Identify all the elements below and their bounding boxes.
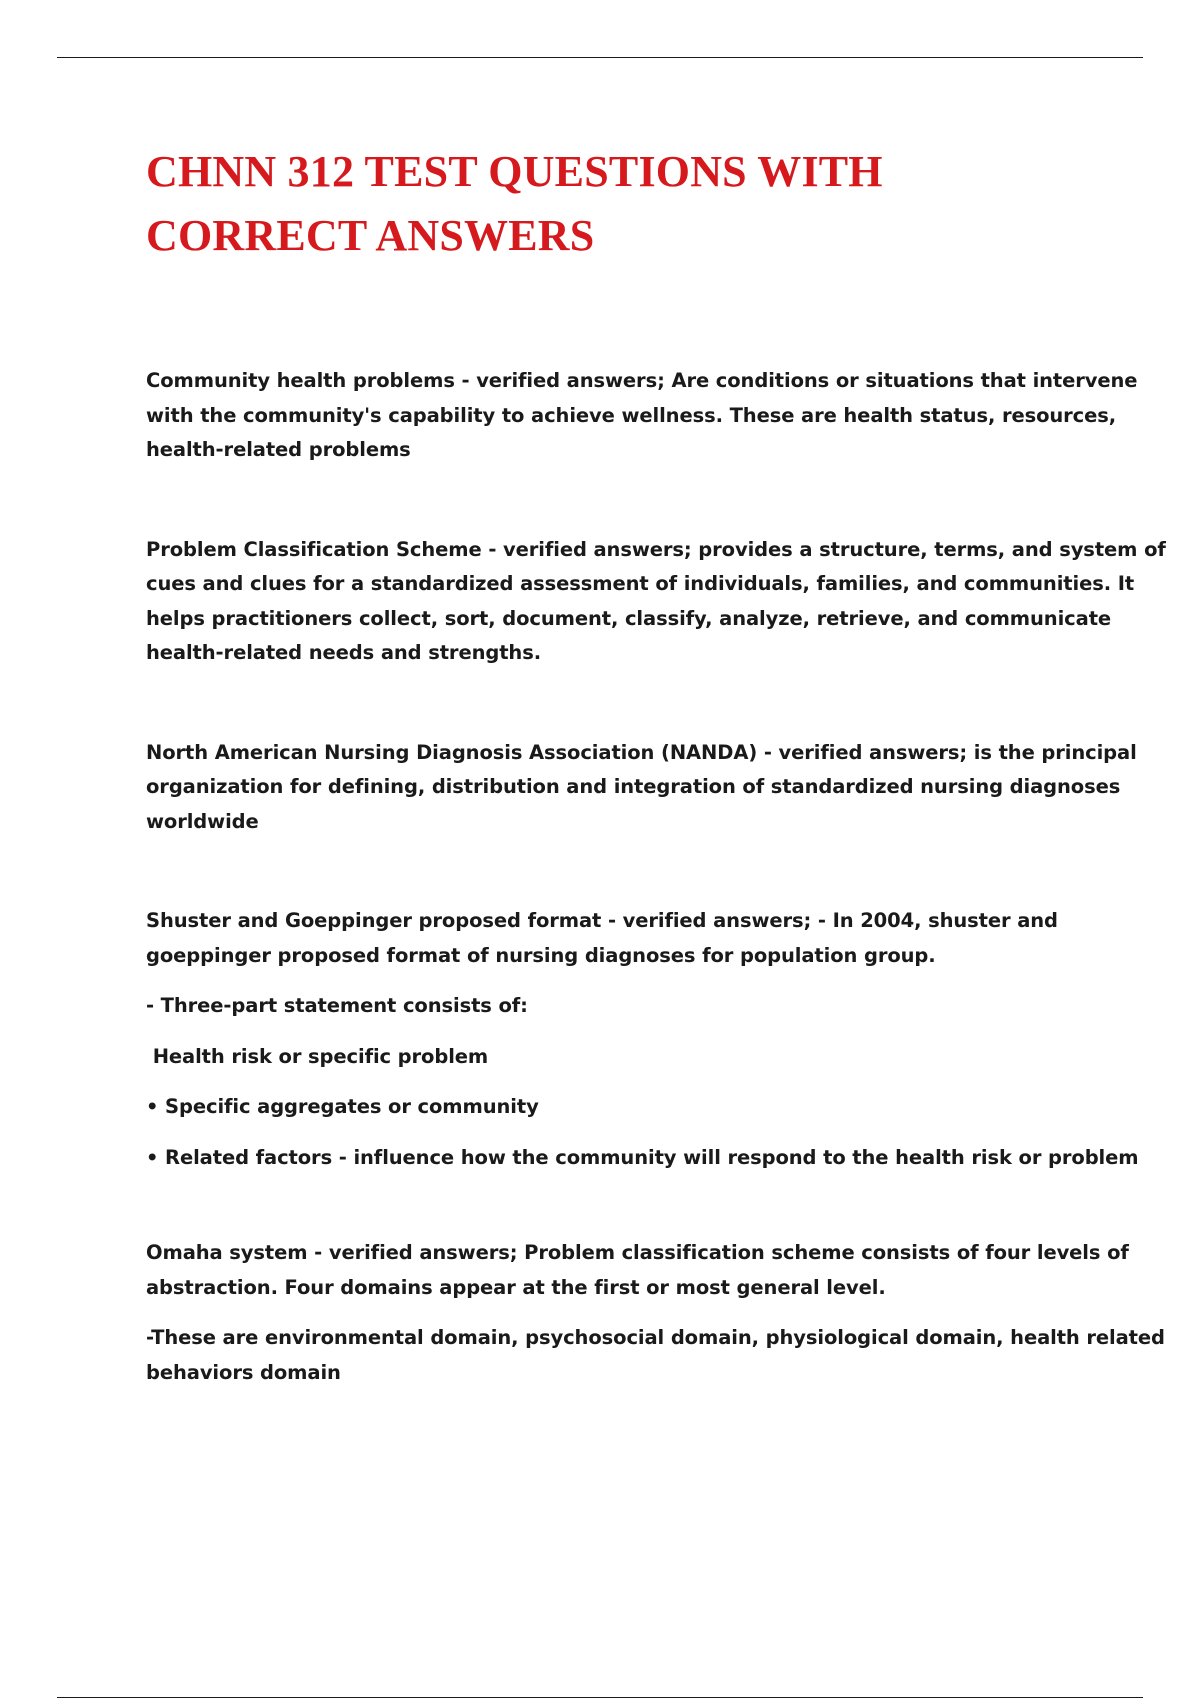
- top-rule: [57, 57, 1143, 58]
- entry-bullet-line: • Specific aggregates or community: [146, 1095, 539, 1118]
- entry-bullet-line: • Related factors - influence how the community will respond to the health risk or problem: [146, 1145, 1139, 1169]
- entry-text-line: Community health problems - verified answers; Are conditions or situations that intervene: [146, 369, 1138, 392]
- entry-text-line: worldwide: [146, 809, 259, 833]
- entry-sub-line: Health risk or specific problem: [146, 1044, 489, 1068]
- entry-text-line: behaviors domain: [146, 1360, 341, 1384]
- qa-entry-community-health-problems: [146, 364, 1138, 468]
- title-line: CORRECT ANSWERS: [146, 211, 595, 260]
- document-content: [146, 140, 1166, 1390]
- qa-entry-problem-classification-scheme: [146, 533, 1166, 671]
- entry-text-line: goeppinger proposed format of nursing diagnoses for population group.: [146, 943, 936, 967]
- entry-sub-line: -These are environmental domain, psychosocial domain, physiological domain, health related: [146, 1326, 1165, 1349]
- entry-text-line: helps practitioners collect, sort, document, classify, analyze, retrieve, and communicate: [146, 606, 1112, 630]
- document-title: [146, 140, 1086, 268]
- qa-entry-nanda: [146, 736, 1137, 840]
- entry-text-line: health-related needs and strengths.: [146, 641, 542, 664]
- entry-text-line: Problem Classification Scheme - verified answers; provides a structure, terms, and system of: [146, 537, 1166, 561]
- entry-text-line: abstraction. Four domains appear at the first or most general level.: [146, 1275, 886, 1299]
- entry-text-line: organization for defining, distribution and integration of standardized nursing diagnoses: [146, 775, 1121, 798]
- entry-sub-line: - Three-part statement consists of:: [146, 994, 528, 1017]
- entry-text-line: health-related problems: [146, 438, 411, 461]
- entry-text-line: Shuster and Goeppinger proposed format - verified answers; - In 2004, shuster and: [146, 909, 1058, 932]
- entry-text-line: cues and clues for a standardized assessment of individuals, families, and communities. It: [146, 572, 1135, 595]
- entry-text-line: with the community's capability to achieve wellness. These are health status, resources,: [146, 403, 1117, 427]
- qa-entry-shuster-goeppinger: [146, 904, 1139, 1175]
- qa-entry-omaha-system: [146, 1236, 1165, 1390]
- title-line: CHNN 312 TEST QUESTIONS WITH: [146, 147, 883, 196]
- bottom-rule: [57, 1697, 1143, 1698]
- entry-text-line: North American Nursing Diagnosis Association (NANDA) - verified answers; is the principal: [146, 740, 1137, 764]
- entry-text-line: Omaha system - verified answers; Problem classification scheme consists of four levels of: [146, 1241, 1129, 1264]
